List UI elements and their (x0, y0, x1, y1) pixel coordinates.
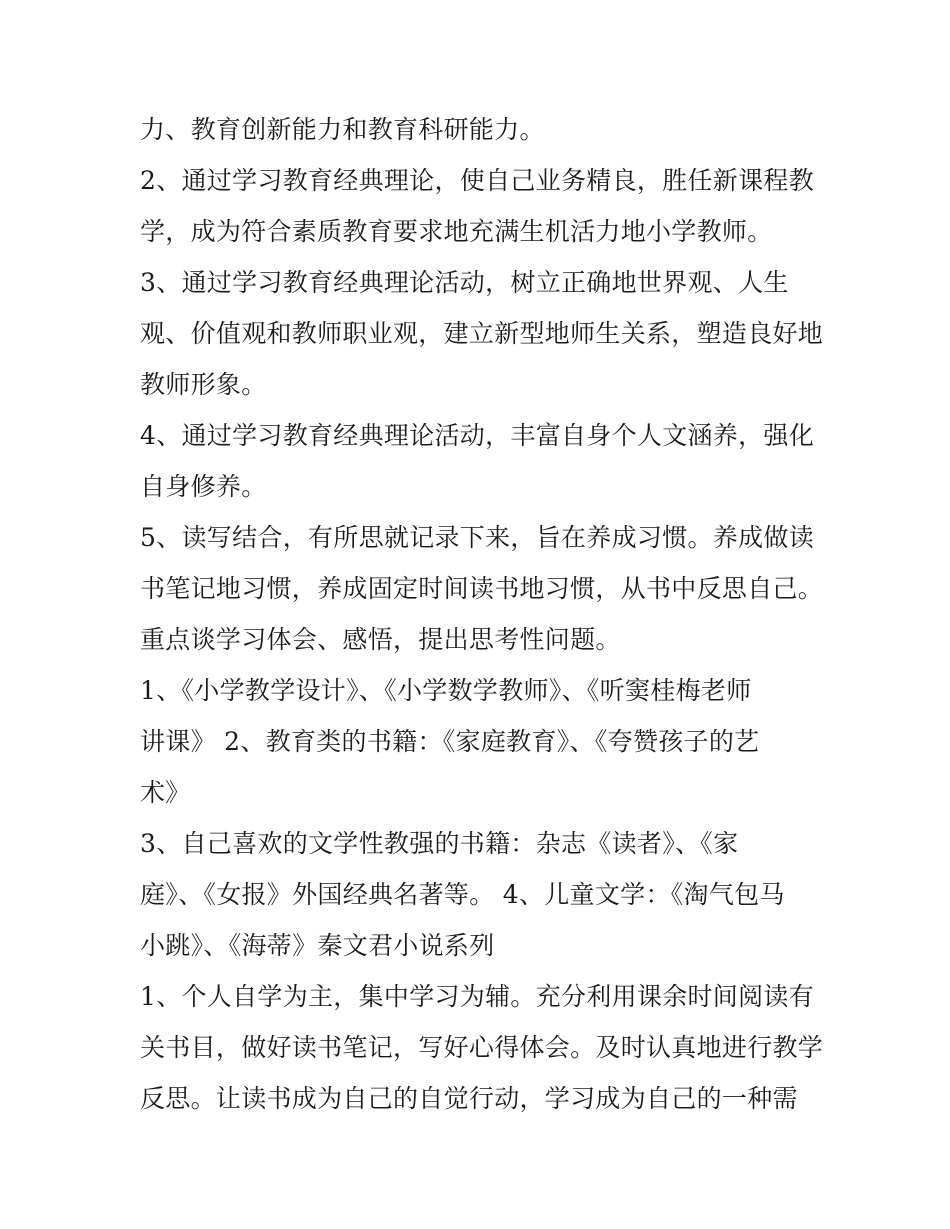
text-line: 小跳》、《海蒂》秦文君小说系列 (140, 931, 495, 960)
text-line: 3、自己喜欢的文学性教强的书籍：杂志《读者》、《家 (140, 829, 739, 858)
text-line: 自身修养。 (140, 472, 267, 501)
text-line: 学，成为符合素质教育要求地充满生机活力地小学教师。 (140, 217, 773, 246)
text-line: 4、通过学习教育经典理论活动，丰富自身个人文涵养，强化 (140, 421, 815, 450)
text-line: 术》 (140, 778, 191, 807)
text-line: 力、教育创新能力和教育科研能力。 (140, 115, 545, 144)
text-line: 3、通过学习教育经典理论活动，树立正确地世界观、人生 (140, 268, 789, 297)
text-line: 2、通过学习教育经典理论，使自己业务精良，胜任新课程教 (140, 166, 815, 195)
text-line: 讲课》 2、教育类的书籍：《家庭教育》、《夸赞孩子的艺 (140, 727, 760, 756)
text-line: 关书目，做好读书笔记，写好心得体会。及时认真地进行教学 (140, 1033, 824, 1062)
text-line: 5、读写结合，有所思就记录下来，旨在养成习惯。养成做读 (140, 523, 815, 552)
text-line: 反思。让读书成为自己的自觉行动，学习成为自己的一种需 (140, 1084, 798, 1113)
text-line: 观、价值观和教师职业观，建立新型地师生关系，塑造良好地 (140, 319, 824, 348)
text-line: 1、《小学教学设计》、《小学数学教师》、《听窦桂梅老师 (140, 676, 752, 705)
text-line: 重点谈学习体会、感悟，提出思考性问题。 (140, 625, 621, 654)
document-body (140, 104, 824, 1124)
text-line: 教师形象。 (140, 370, 267, 399)
text-line: 书笔记地习惯，养成固定时间读书地习惯，从书中反思自己。 (140, 574, 824, 603)
text-line: 1、个人自学为主，集中学习为辅。充分利用课余时间阅读有 (140, 982, 815, 1011)
text-line: 庭》、《女报》外国经典名著等。 4、儿童文学：《淘气包马 (140, 880, 785, 909)
